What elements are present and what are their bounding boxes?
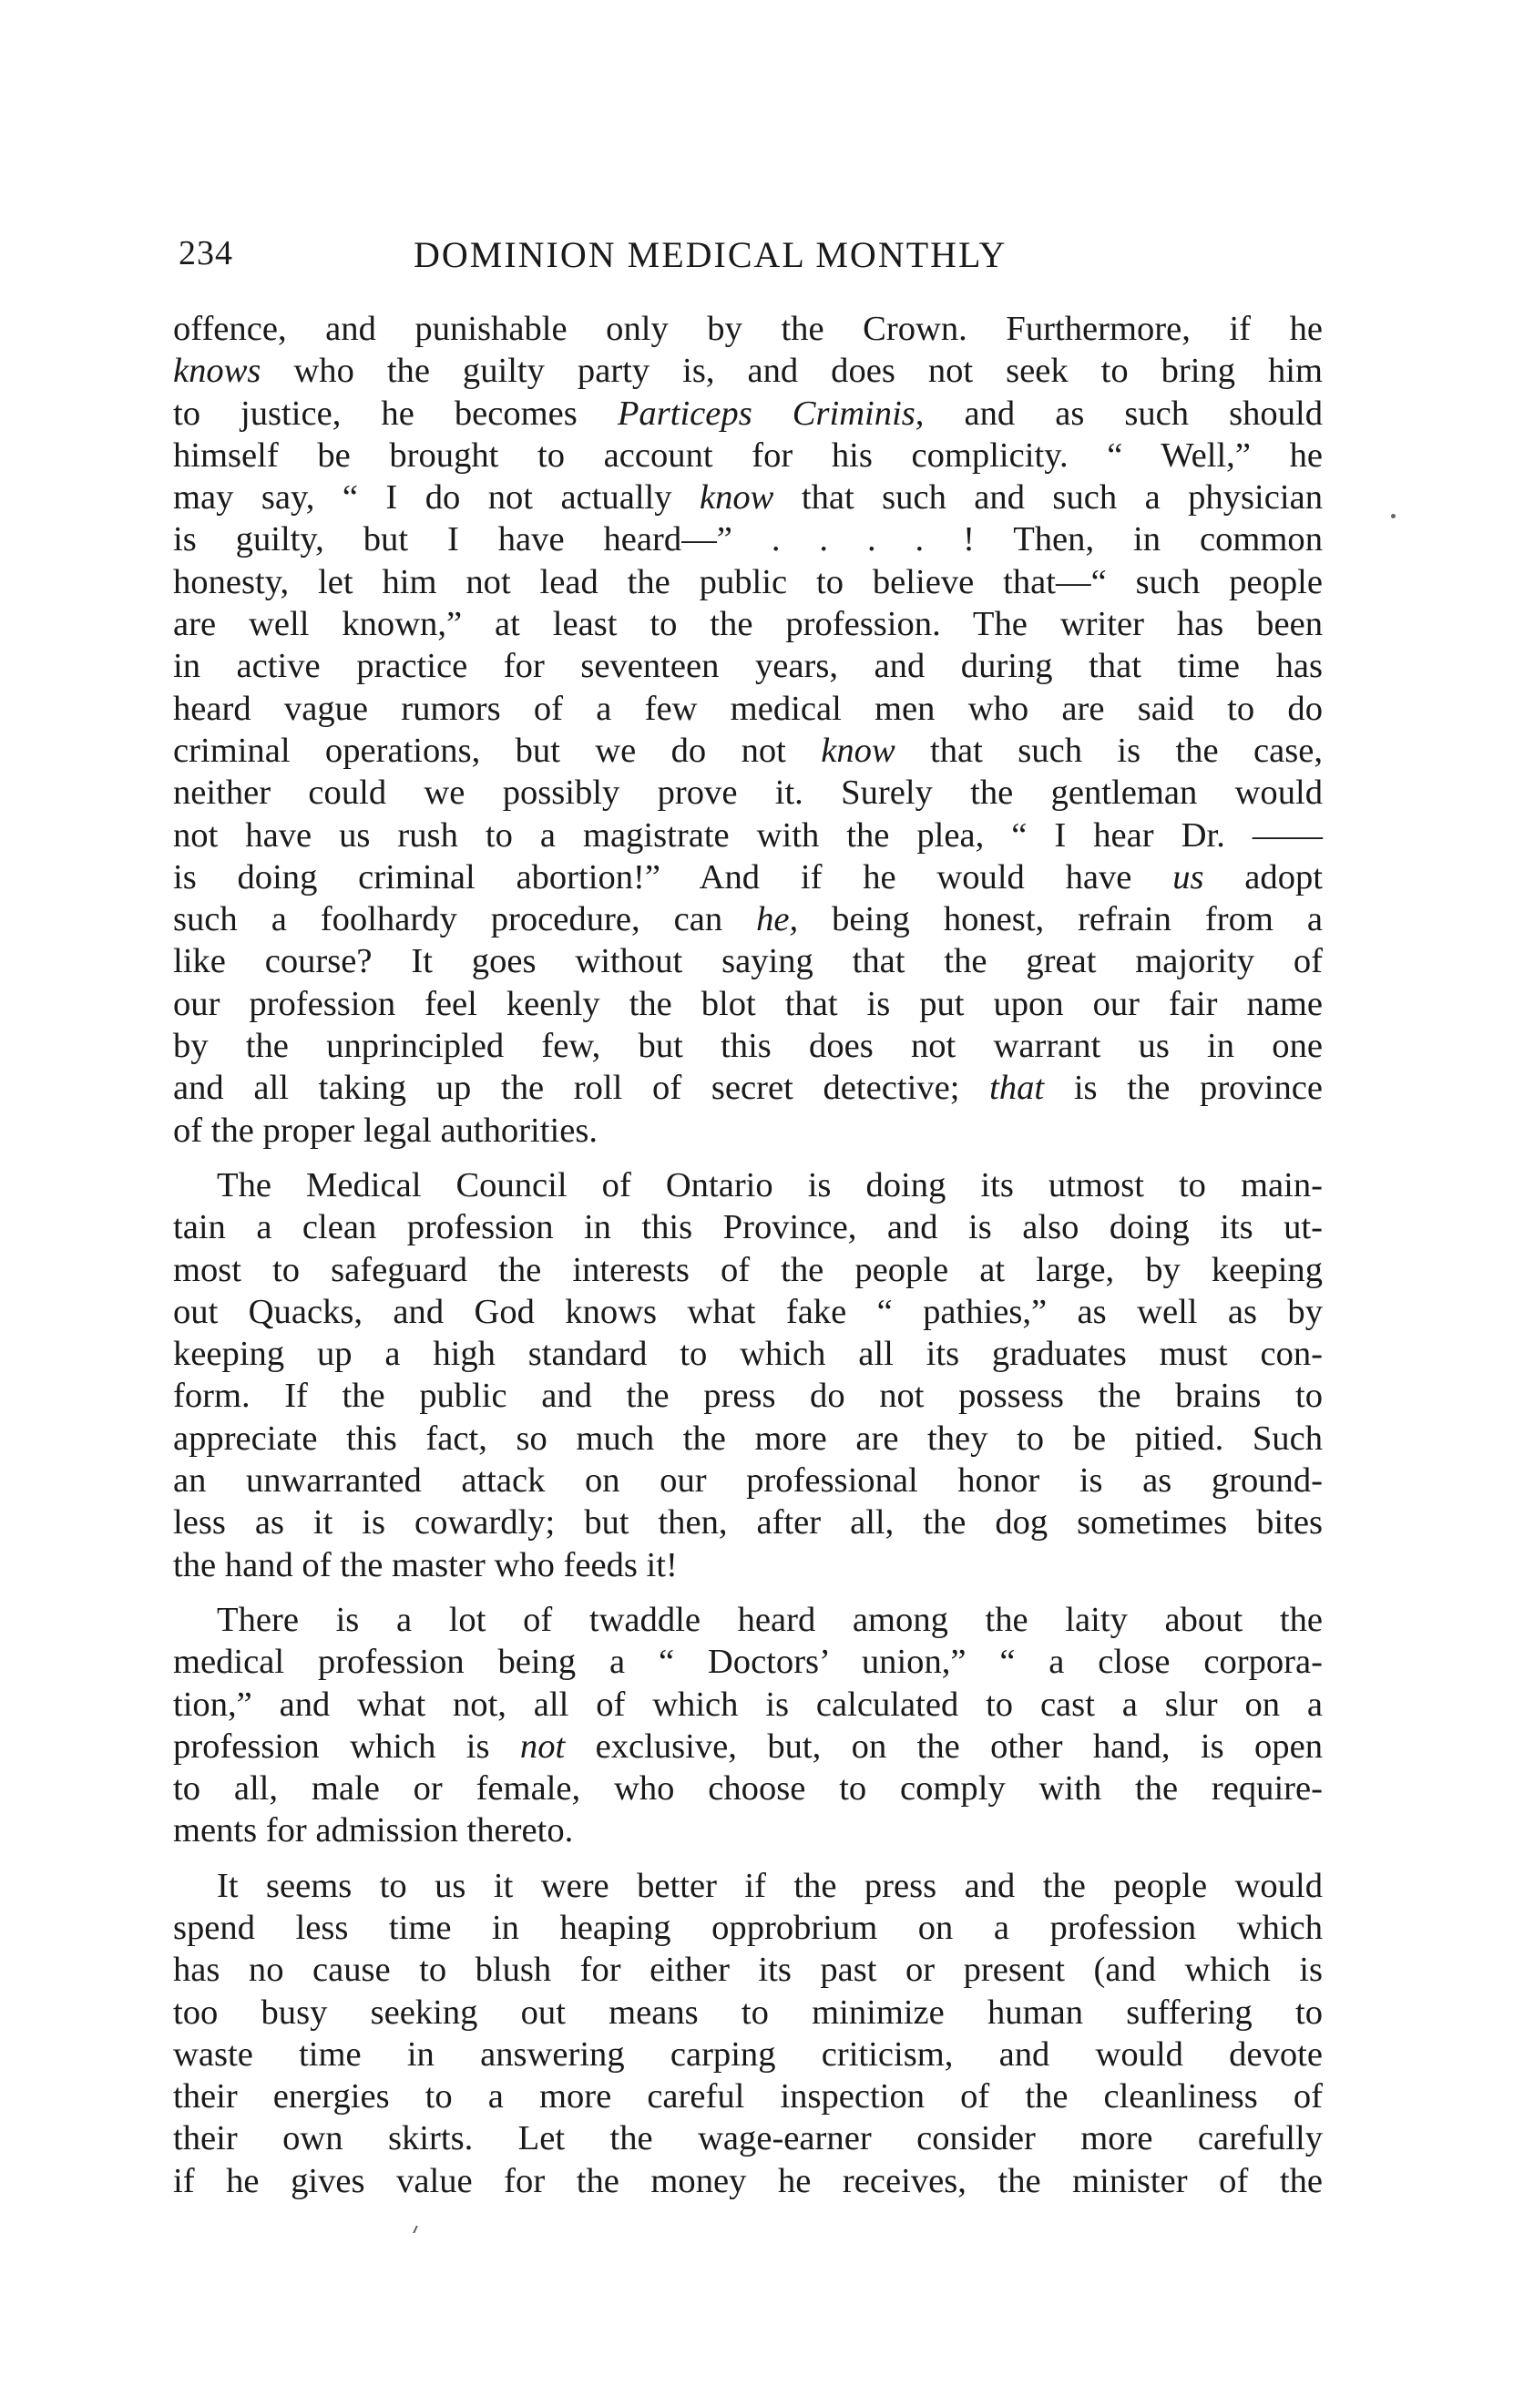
paragraph-gap (173, 1586, 1323, 1599)
text-line: is guilty, but I have heard—” . . . . ! Then, in common (173, 520, 1323, 559)
running-head (179, 233, 1345, 288)
emphasis: that (989, 1069, 1045, 1108)
text-line: appreciate this fact, so much the more are they to be pitied. Such (173, 1419, 1323, 1458)
text-line: ments for admission thereto. (173, 1811, 574, 1850)
text-line: too busy seeking out means to minimize human suffering to (173, 1993, 1323, 2032)
paragraph (173, 1599, 1323, 1852)
paragraph (173, 1164, 1323, 1586)
emphasis: not (519, 1727, 566, 1766)
text-line: like course? It goes without saying that the great majority of (173, 942, 1323, 981)
text-line: It seems to us it were better if the press and the people would (217, 1866, 1323, 1905)
text-line: of the proper legal authorities. (173, 1111, 598, 1150)
text-line: their energies to a more careful inspection of the cleanliness of (173, 2077, 1323, 2116)
text-line: less as it is cowardly; but then, after all, the dog sometimes bites (173, 1503, 1323, 1542)
page-number: 234 (179, 234, 233, 272)
text-line: has no cause to blush for either its past or present (and which is (173, 1951, 1323, 1990)
text-line: if he gives value for the money he receives, the minister of the (173, 2161, 1323, 2200)
text-line: criminal operations, but we do not know that such is the case, (173, 731, 1323, 770)
text-line: most to safeguard the interests of the people at large, by keeping (173, 1250, 1323, 1289)
text-line: himself be brought to account for his complicity. “ Well,” he (173, 435, 1323, 475)
text-line: form. If the public and the press do not possess the brains to (173, 1377, 1323, 1416)
text-line: not have us rush to a magistrate with the plea, “ I hear Dr. —— (173, 815, 1323, 855)
stray-mark (413, 2226, 423, 2233)
text-line: to all, male or female, who choose to comply with the require- (173, 1769, 1323, 1809)
text-line: to justice, he becomes Particeps Criminis, and as such should (173, 394, 1324, 433)
text-line: an unwarranted attack on our professional honor is as ground- (173, 1461, 1323, 1501)
text-line: in active practice for seventeen years, and during that time has (173, 647, 1323, 686)
paragraph-gap (173, 1852, 1323, 1865)
text-line: profession which is not exclusive, but, on the other hand, is open (173, 1727, 1323, 1766)
text-line: knows who the guilty party is, and does not seek to bring him (173, 352, 1323, 391)
text-line: heard vague rumors of a few medical men who are said to do (173, 689, 1323, 728)
text-line: honesty, let him not lead the public to believe that—“ such people (173, 562, 1323, 601)
text-line: is doing criminal abortion!” And if he would have us adopt (173, 857, 1323, 897)
text-line: are well known,” at least to the profession. The writer has been (173, 605, 1323, 644)
paragraph (173, 308, 1323, 1152)
text-line: The Medical Council of Ontario is doing its utmost to main- (217, 1165, 1323, 1204)
text-line: out Quacks, and God knows what fake “ pathies,” as well as by (173, 1292, 1323, 1331)
text-line: our profession feel keenly the blot that is put upon our fair name (173, 984, 1323, 1023)
text-line: offence, and punishable only by the Crown. Furthermore, if he (173, 310, 1323, 348)
text-line: the hand of the master who feeds it! (173, 1545, 678, 1584)
text-line: tion,” and what not, all of which is calculated to cast a slur on a (173, 1685, 1323, 1724)
text-line: and all taking up the roll of secret detective; that is the province (173, 1069, 1324, 1108)
text-line: spend less time in heaping opprobrium on a profession which (173, 1908, 1323, 1947)
emphasis: he, (756, 900, 799, 939)
text-line: by the unprincipled few, but this does not warrant us in one (173, 1027, 1323, 1066)
text-line: medical profession being a “ Doctors’ union,” “ a close corpora- (173, 1643, 1323, 1682)
text-line: tain a clean profession in this Province, and is also doing its ut- (173, 1208, 1323, 1247)
text-line: waste time in answering carping criticism, and would devote (173, 2034, 1323, 2074)
paragraph-gap (173, 1152, 1323, 1164)
emphasis: us (1172, 857, 1204, 897)
text-line: neither could we possibly prove it. Surely the gentleman would (173, 774, 1323, 813)
text-line: There is a lot of twaddle heard among the laity about the (217, 1600, 1323, 1639)
text-line: keeping up a high standard to which all its graduates must con- (173, 1335, 1323, 1374)
text-line: may say, “ I do not actually know that such and such a physician (173, 478, 1323, 517)
emphasis: know (821, 731, 895, 770)
margin-speck (1391, 514, 1396, 518)
body-text (173, 308, 1323, 2202)
journal-title: DOMINION MEDICAL MONTHLY (414, 234, 1007, 275)
paragraph (173, 1865, 1323, 2202)
emphasis: knows (173, 352, 261, 391)
text-line: such a foolhardy procedure, can he, being honest, refrain from a (173, 900, 1324, 939)
emphasis: Particeps Criminis, (617, 394, 925, 433)
emphasis: know (699, 478, 774, 517)
text-line: their own skirts. Let the wage-earner consider more carefully (173, 2119, 1323, 2158)
